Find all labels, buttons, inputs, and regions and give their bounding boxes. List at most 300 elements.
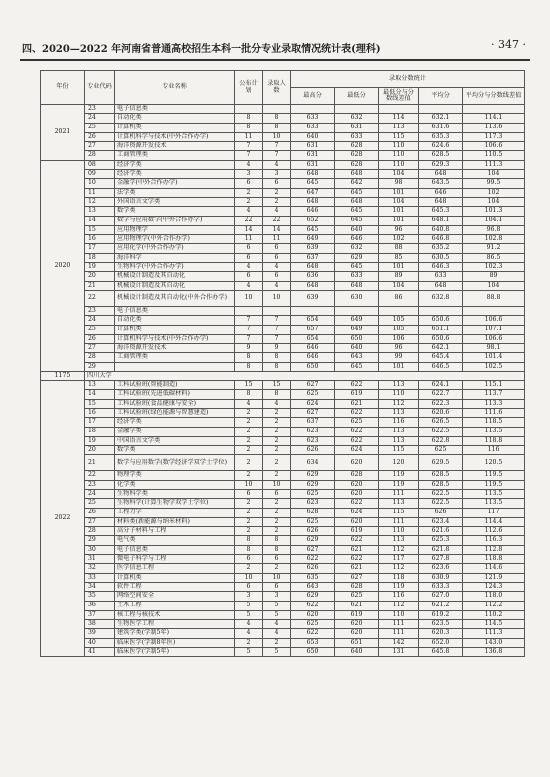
major-cell: 材料类(新能源与纳米材料) (115, 517, 235, 526)
min-cell: 649 (335, 316, 379, 325)
year-cell: 2020 (41, 160, 85, 371)
avg-cell: 622.5 (419, 499, 463, 508)
min-cell: 622 (335, 536, 379, 545)
column-header-avg-diff: 平均分与分数线差值 (463, 88, 525, 105)
admitted-cell: 4 (263, 160, 291, 169)
min-diff-cell: 86 (379, 290, 419, 306)
code-cell: 39 (85, 629, 115, 638)
avg-diff-cell: 114.6 (463, 564, 525, 573)
max-cell: 637 (291, 253, 335, 262)
avg-diff-cell: 98.1 (463, 344, 525, 353)
code-cell: 21 (85, 455, 115, 471)
code-cell: 27 (85, 517, 115, 526)
plan-cell: 2 (235, 499, 263, 508)
avg-cell: 624.1 (419, 381, 463, 390)
min-diff-cell: 116 (379, 418, 419, 427)
min-diff-cell: 113 (379, 123, 419, 132)
major-cell: 海洋资源开发技术 (115, 344, 235, 353)
min-diff-cell: 118 (379, 573, 419, 582)
major-cell: 工商管理类 (115, 353, 235, 362)
plan-cell: 10 (235, 480, 263, 489)
plan-cell: 4 (235, 207, 263, 216)
avg-cell: 646.5 (419, 362, 463, 371)
code-cell: 13 (85, 207, 115, 216)
plan-cell (235, 306, 263, 315)
max-cell: 650 (291, 648, 335, 657)
admitted-cell: 4 (263, 281, 291, 290)
table-row (41, 197, 525, 206)
column-header-min-diff: 最低分与分数线差值 (379, 88, 419, 105)
min-cell: 650 (335, 334, 379, 343)
code-cell: 33 (85, 573, 115, 582)
table-row (41, 536, 525, 545)
admitted-cell: 2 (263, 408, 291, 417)
admitted-cell: 2 (263, 418, 291, 427)
avg-cell: 630.5 (419, 253, 463, 262)
table-row (41, 225, 525, 234)
min-cell: 645 (335, 263, 379, 272)
avg-cell: 635.2 (419, 244, 463, 253)
major-cell: 外国语言文学类 (115, 197, 235, 206)
min-cell: 621 (335, 545, 379, 554)
table-row (41, 527, 525, 536)
major-cell: 海洋资源开发技术 (115, 142, 235, 151)
avg-cell: 629.3 (419, 160, 463, 169)
max-cell: 654 (291, 334, 335, 343)
table-row (41, 142, 525, 151)
avg-diff-cell: 96.8 (463, 225, 525, 234)
max-cell: 654 (291, 316, 335, 325)
code-cell: 15 (85, 399, 115, 408)
min-diff-cell: 101 (379, 207, 419, 216)
max-cell: 626 (291, 446, 335, 455)
code-cell: 28 (85, 527, 115, 536)
table-row (41, 582, 525, 591)
table-row (41, 253, 525, 262)
major-cell: 工科试验班(智能制造) (115, 381, 235, 390)
table-row (41, 499, 525, 508)
min-cell: 648 (335, 281, 379, 290)
major-cell: 工程力学 (115, 508, 235, 517)
code-cell: 19 (85, 263, 115, 272)
min-cell: 645 (335, 362, 379, 371)
plan-cell: 2 (235, 408, 263, 417)
min-cell (335, 105, 379, 114)
admitted-cell: 2 (263, 508, 291, 517)
min-cell: 622 (335, 499, 379, 508)
min-cell: 621 (335, 399, 379, 408)
code-cell: 27 (85, 344, 115, 353)
avg-cell: 621.8 (419, 545, 463, 554)
code-cell: 28 (85, 151, 115, 160)
code-cell: 36 (85, 601, 115, 610)
max-cell: 639 (291, 290, 335, 306)
admission-statistics-table (40, 70, 525, 657)
plan-cell: 2 (235, 455, 263, 471)
min-diff-cell: 119 (379, 582, 419, 591)
major-cell: 计算机类 (115, 325, 235, 334)
code-cell: 25 (85, 123, 115, 132)
admitted-cell: 3 (263, 592, 291, 601)
avg-diff-cell: 136.8 (463, 648, 525, 657)
avg-diff-cell: 106.6 (463, 334, 525, 343)
max-cell: 648 (291, 170, 335, 179)
admitted-cell: 7 (263, 142, 291, 151)
min-diff-cell: 112 (379, 564, 419, 573)
major-cell: 工商管理类 (115, 151, 235, 160)
admitted-cell: 2 (263, 446, 291, 455)
table-row (41, 244, 525, 253)
plan-cell: 3 (235, 170, 263, 179)
max-cell: 640 (291, 132, 335, 141)
plan-cell: 2 (235, 418, 263, 427)
min-diff-cell (379, 105, 419, 114)
code-cell: 12 (85, 197, 115, 206)
avg-cell: 622.7 (419, 390, 463, 399)
avg-diff-cell: 112.6 (463, 527, 525, 536)
min-cell: 622 (335, 408, 379, 417)
max-cell: 628 (291, 508, 335, 517)
min-cell: 620 (335, 489, 379, 498)
code-cell: 24 (85, 316, 115, 325)
min-diff-cell: 112 (379, 399, 419, 408)
min-cell: 622 (335, 381, 379, 390)
page-number: · 347 · (491, 38, 526, 51)
min-diff-cell: 120 (379, 455, 419, 471)
plan-cell: 4 (235, 263, 263, 272)
min-cell: 629 (335, 253, 379, 262)
max-cell: 629 (291, 471, 335, 480)
code-cell: 21 (85, 281, 115, 290)
table-row (41, 123, 525, 132)
avg-diff-cell: 86.5 (463, 253, 525, 262)
table-row (41, 306, 525, 315)
table-row (41, 399, 525, 408)
admitted-cell: 6 (263, 179, 291, 188)
code-cell: 25 (85, 499, 115, 508)
min-diff-cell: 104 (379, 170, 419, 179)
major-cell: 应用化学(中外合作办学) (115, 244, 235, 253)
max-cell: 637 (291, 418, 335, 427)
avg-diff-cell (463, 105, 525, 114)
major-cell: 临床医学(学制5年) (115, 648, 235, 657)
min-diff-cell: 113 (379, 427, 419, 436)
max-cell: 636 (291, 272, 335, 281)
avg-diff-cell: 111.3 (463, 160, 525, 169)
major-cell: 高分子材料与工程 (115, 527, 235, 536)
avg-diff-cell: 104.1 (463, 216, 525, 225)
min-cell: 631 (335, 123, 379, 132)
plan-cell: 3 (235, 592, 263, 601)
table-row (41, 471, 525, 480)
admitted-cell: 11 (263, 235, 291, 244)
plan-cell: 8 (235, 114, 263, 123)
major-cell: 电气类 (115, 536, 235, 545)
min-diff-cell: 110 (379, 610, 419, 619)
major-cell: 海洋科学 (115, 253, 235, 262)
admitted-cell: 5 (263, 601, 291, 610)
min-diff-cell: 96 (379, 344, 419, 353)
column-header-admitted: 录取人数 (263, 71, 291, 105)
admitted-cell: 7 (263, 325, 291, 334)
min-diff-cell: 96 (379, 225, 419, 234)
major-cell: 核工程与核技术 (115, 610, 235, 619)
plan-cell: 2 (235, 188, 263, 197)
admitted-cell: 2 (263, 427, 291, 436)
avg-diff-cell: 118.0 (463, 592, 525, 601)
avg-cell: 623.5 (419, 620, 463, 629)
column-header-code: 专业代码 (85, 71, 115, 105)
admitted-cell: 6 (263, 244, 291, 253)
code-cell: 11 (85, 188, 115, 197)
avg-cell: 624.6 (419, 142, 463, 151)
plan-cell: 2 (235, 564, 263, 573)
major-cell: 机械设计制造及其自动化 (115, 281, 235, 290)
avg-cell: 648.1 (419, 216, 463, 225)
avg-diff-cell: 104 (463, 170, 525, 179)
plan-cell: 5 (235, 648, 263, 657)
avg-diff-cell: 117 (463, 508, 525, 517)
max-cell: 622 (291, 555, 335, 564)
plan-cell: 4 (235, 629, 263, 638)
major-cell: 电子信息类 (115, 306, 235, 315)
avg-diff-cell: 113.3 (463, 399, 525, 408)
plan-cell: 6 (235, 489, 263, 498)
avg-diff-cell: 102 (463, 188, 525, 197)
major-cell: 工科试验班(绿色能源与智慧建造) (115, 408, 235, 417)
major-cell: 计算机科学与技术(中外合作办学) (115, 132, 235, 141)
avg-cell: 652.0 (419, 638, 463, 647)
max-cell: 635 (291, 573, 335, 582)
min-cell: 620 (335, 620, 379, 629)
plan-cell: 6 (235, 582, 263, 591)
plan-cell (235, 105, 263, 114)
avg-diff-cell: 91.2 (463, 244, 525, 253)
min-diff-cell: 113 (379, 408, 419, 417)
avg-cell (419, 306, 463, 315)
major-cell: 计算机科学与技术(中外合作办学) (115, 334, 235, 343)
code-cell: 16 (85, 235, 115, 244)
plan-cell: 8 (235, 536, 263, 545)
avg-cell: 625.3 (419, 536, 463, 545)
avg-diff-cell: 112.8 (463, 545, 525, 554)
avg-cell: 628.5 (419, 151, 463, 160)
table-row (41, 436, 525, 445)
max-cell: 623 (291, 436, 335, 445)
avg-diff-cell: 104 (463, 281, 525, 290)
avg-cell: 635.3 (419, 132, 463, 141)
table-row (41, 325, 525, 334)
table-row (41, 601, 525, 610)
admitted-cell: 10 (263, 132, 291, 141)
plan-cell: 8 (235, 353, 263, 362)
avg-diff-cell: 101.4 (463, 353, 525, 362)
min-diff-cell: 105 (379, 325, 419, 334)
plan-cell: 14 (235, 225, 263, 234)
admitted-cell: 10 (263, 573, 291, 582)
avg-diff-cell: 110.5 (463, 151, 525, 160)
plan-cell: 2 (235, 508, 263, 517)
min-diff-cell: 104 (379, 197, 419, 206)
min-cell: 645 (335, 207, 379, 216)
plan-cell: 2 (235, 436, 263, 445)
major-cell: 机械设计制造及其自动化(中外合作办学) (115, 290, 235, 306)
admitted-cell: 14 (263, 225, 291, 234)
plan-cell: 2 (235, 638, 263, 647)
table-row (41, 179, 525, 188)
min-cell: 651 (335, 638, 379, 647)
major-cell: 经济学类 (115, 418, 235, 427)
admitted-cell: 6 (263, 253, 291, 262)
admitted-cell: 6 (263, 582, 291, 591)
min-cell: 619 (335, 610, 379, 619)
avg-diff-cell: 88.8 (463, 290, 525, 306)
min-cell: 628 (335, 142, 379, 151)
major-cell: 生物医学工程 (115, 620, 235, 629)
admitted-cell: 8 (263, 353, 291, 362)
plan-cell: 7 (235, 151, 263, 160)
major-cell: 网络空间安全 (115, 592, 235, 601)
avg-cell: 621.6 (419, 527, 463, 536)
table-row (41, 480, 525, 489)
plan-cell: 15 (235, 381, 263, 390)
avg-diff-cell: 114.4 (463, 517, 525, 526)
admitted-cell: 2 (263, 455, 291, 471)
min-cell: 625 (335, 592, 379, 601)
avg-cell: 622.5 (419, 427, 463, 436)
avg-cell: 628.5 (419, 480, 463, 489)
admitted-cell: 2 (263, 638, 291, 647)
admitted-cell: 8 (263, 545, 291, 554)
major-cell: 化学类 (115, 480, 235, 489)
avg-cell: 646 (419, 188, 463, 197)
admitted-cell: 8 (263, 362, 291, 371)
avg-diff-cell: 119.5 (463, 480, 525, 489)
avg-diff-cell: 106.6 (463, 316, 525, 325)
table-row (41, 316, 525, 325)
avg-cell: 619.2 (419, 610, 463, 619)
avg-cell (419, 105, 463, 114)
code-cell: 08 (85, 160, 115, 169)
table-row (41, 362, 525, 371)
code-cell: 38 (85, 620, 115, 629)
max-cell: 652 (291, 216, 335, 225)
min-diff-cell: 110 (379, 151, 419, 160)
table-row (41, 390, 525, 399)
major-cell: 临床医学(学制8年医) (115, 638, 235, 647)
avg-diff-cell: 114.1 (463, 114, 525, 123)
table-row (41, 427, 525, 436)
avg-diff-cell: 102.8 (463, 235, 525, 244)
university-row (41, 372, 525, 381)
major-cell: 金融学(中外合作办学) (115, 179, 235, 188)
major-cell: 建筑学类(学制5年) (115, 629, 235, 638)
admitted-cell: 7 (263, 334, 291, 343)
min-diff-cell: 102 (379, 235, 419, 244)
avg-diff-cell: 118.8 (463, 436, 525, 445)
plan-cell: 10 (235, 290, 263, 306)
min-cell: 640 (335, 225, 379, 234)
avg-cell: 646.3 (419, 263, 463, 272)
major-cell: 计算机类 (115, 573, 235, 582)
code-cell: 22 (85, 290, 115, 306)
code-cell: 41 (85, 648, 115, 657)
avg-cell: 620.3 (419, 629, 463, 638)
avg-diff-cell: 102.5 (463, 362, 525, 371)
max-cell: 646 (291, 353, 335, 362)
min-cell: 646 (335, 235, 379, 244)
min-cell: 628 (335, 471, 379, 480)
plan-cell: 6 (235, 253, 263, 262)
admitted-cell (263, 105, 291, 114)
avg-cell: 645.3 (419, 207, 463, 216)
avg-diff-cell: 106.6 (463, 142, 525, 151)
code-cell: 20 (85, 446, 115, 455)
avg-cell: 623.4 (419, 517, 463, 526)
max-cell: 626 (291, 564, 335, 573)
code-cell: 17 (85, 244, 115, 253)
avg-diff-cell: 143.0 (463, 638, 525, 647)
column-header-min: 最低分 (335, 88, 379, 105)
max-cell: 626 (291, 527, 335, 536)
min-cell: 648 (335, 197, 379, 206)
major-cell: 法学类 (115, 188, 235, 197)
avg-cell: 643.5 (419, 179, 463, 188)
min-cell: 632 (335, 114, 379, 123)
admitted-cell: 2 (263, 564, 291, 573)
min-diff-cell: 101 (379, 216, 419, 225)
avg-diff-cell: 113.5 (463, 489, 525, 498)
admitted-cell: 9 (263, 344, 291, 353)
code-cell: 23 (85, 105, 115, 114)
table-row (41, 408, 525, 417)
avg-cell: 648 (419, 281, 463, 290)
plan-cell: 2 (235, 427, 263, 436)
plan-cell: 2 (235, 527, 263, 536)
max-cell: 634 (291, 455, 335, 471)
admitted-cell: 10 (263, 480, 291, 489)
code-cell: 10 (85, 179, 115, 188)
min-diff-cell: 110 (379, 142, 419, 151)
plan-cell: 4 (235, 399, 263, 408)
code-cell: 28 (85, 353, 115, 362)
code-cell: 13 (85, 381, 115, 390)
code-cell: 34 (85, 582, 115, 591)
avg-cell: 627.0 (419, 592, 463, 601)
table-row (41, 334, 525, 343)
min-diff-cell: 101 (379, 362, 419, 371)
min-cell: 619 (335, 527, 379, 536)
admitted-cell: 4 (263, 399, 291, 408)
min-diff-cell: 119 (379, 480, 419, 489)
table-row (41, 281, 525, 290)
table-row (41, 272, 525, 281)
table-row (41, 648, 525, 657)
major-cell: 生物科学(计算生物学双学士学位) (115, 499, 235, 508)
major-cell: 工科试验班(食品健康与安全) (115, 399, 235, 408)
plan-cell: 10 (235, 573, 263, 582)
column-header-plan: 公布计划 (235, 71, 263, 105)
code-cell: 16 (85, 408, 115, 417)
min-cell: 625 (335, 418, 379, 427)
avg-cell: 633.3 (419, 582, 463, 591)
min-diff-cell: 106 (379, 334, 419, 343)
plan-cell: 7 (235, 142, 263, 151)
plan-cell: 4 (235, 281, 263, 290)
avg-cell: 628.5 (419, 471, 463, 480)
plan-cell: 7 (235, 325, 263, 334)
avg-diff-cell: 120.5 (463, 455, 525, 471)
